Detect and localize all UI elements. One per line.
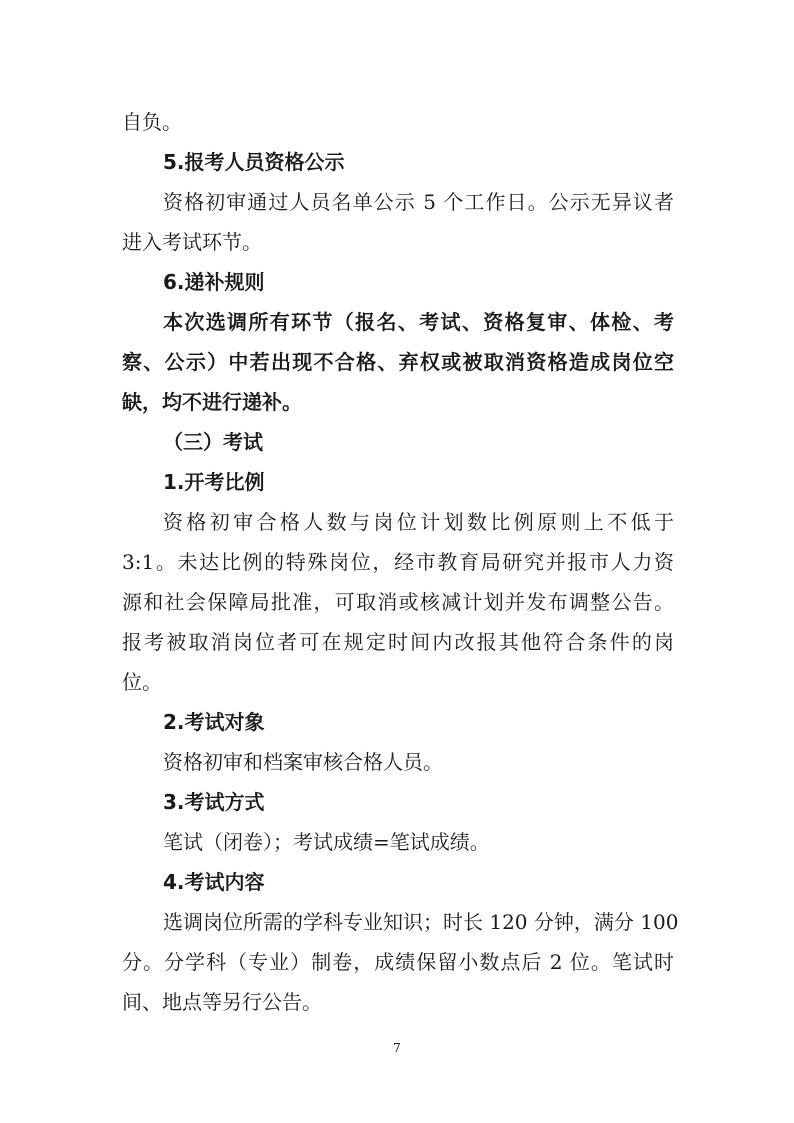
paragraph-line: 间、地点等另行公告。 [122,990,322,1014]
heading-exam-method: 3.考试方式 [163,790,265,814]
paragraph-line: 笔试（闭卷）；考试成绩=笔试成绩。 [163,830,490,854]
section-heading-exam: （三）考试 [163,430,263,454]
paragraph-line: 进入考试环节。 [122,230,262,254]
bold-paragraph-line: 察、公示）中若出现不合格、弃权或被取消资格造成岗位空 [122,350,674,374]
paragraph-line: 选调岗位所需的学科专业知识；时长 120 分钟，满分 100 [163,910,679,934]
heading-exam-content: 4.考试内容 [163,870,265,894]
text-line-continuation: 自负。 [122,110,182,134]
paragraph-line: 分。分学科（专业）制卷，成绩保留小数点后 2 位。笔试时 [122,950,674,974]
paragraph-line: 资格初审和档案审核合格人员。 [163,750,443,774]
heading-exam-ratio: 1.开考比例 [163,470,265,494]
paragraph-line: 位。 [122,670,162,694]
bold-paragraph-line: 缺，均不进行递补。 [122,390,302,414]
heading-qualification-notice: 5.报考人员资格公示 [163,150,345,174]
paragraph-line: 源和社会保障局批准，可取消或核减计划并发布调整公告。 [122,590,674,614]
paragraph-line: 资格初审合格人数与岗位计划数比例原则上不低于 [163,510,674,534]
bold-paragraph-line: 本次选调所有环节（报名、考试、资格复审、体检、考 [163,310,674,334]
paragraph-line: 3:1。未达比例的特殊岗位，经市教育局研究并报市人力资 [122,550,674,574]
heading-substitution-rules: 6.递补规则 [163,270,265,294]
heading-exam-candidates: 2.考试对象 [163,710,265,734]
paragraph-line: 报考被取消岗位者可在规定时间内改报其他符合条件的岗 [122,630,674,654]
page-number: 7 [393,1041,401,1055]
paragraph-line: 资格初审通过人员名单公示 5 个工作日。公示无异议者 [163,190,674,214]
